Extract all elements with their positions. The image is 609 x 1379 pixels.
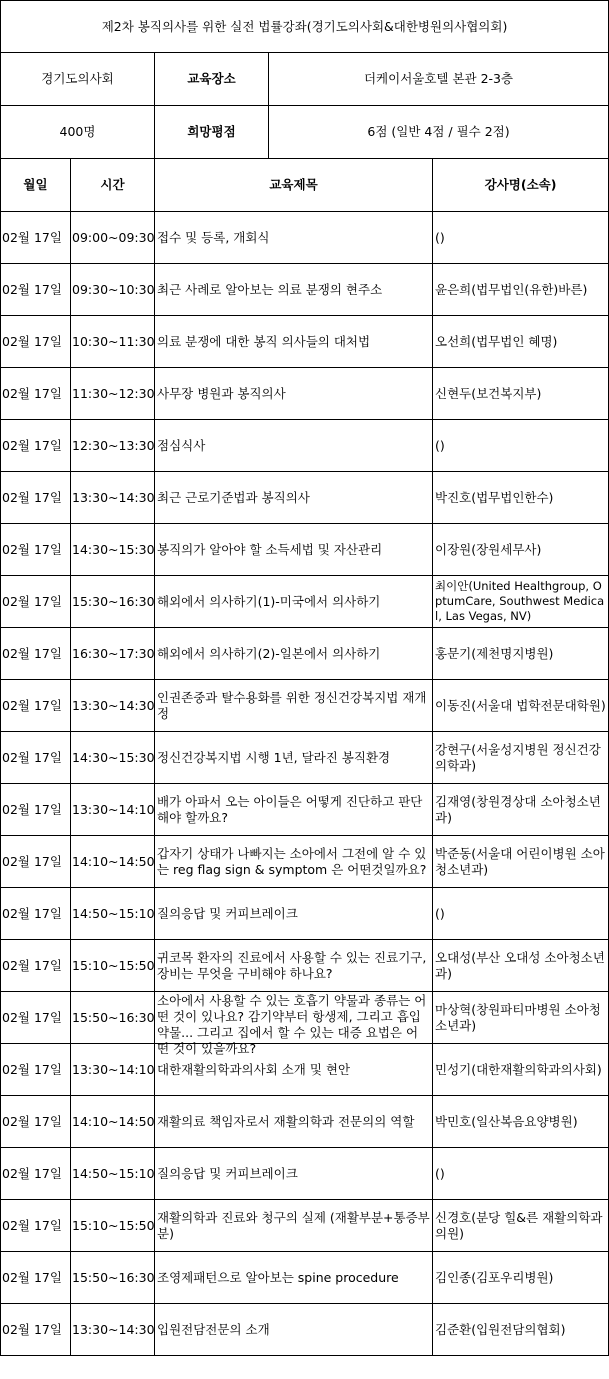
time-cell: 15:30~16:30 [71,576,155,628]
time-cell: 14:10~14:50 [71,836,155,888]
topic-cell: 봉직의가 알아야 할 소득세법 및 자산관리 [155,524,433,576]
speaker-cell: 마상혁(창원파티마병원 소아청소년과) [433,992,609,1044]
table-row [1,1304,609,1356]
topic-cell: 배가 아파서 오는 아이들은 어떻게 진단하고 판단해야 할까요? [155,784,433,836]
table-row [1,628,609,680]
date-cell: 02월 17일 [1,680,71,732]
venue-value: 더케이서울호텔 본관 2-3층 [269,53,609,106]
date-cell: 02월 17일 [1,732,71,784]
time-cell: 15:50~16:30 [71,1252,155,1304]
header-topic: 교육제목 [155,159,433,212]
topic-cell: 인권존중과 탈수용화를 위한 정신건강복지법 재개정 [155,680,433,732]
date-cell: 02월 17일 [1,420,71,472]
topic-cell: 최근 근로기준법과 봉직의사 [155,472,433,524]
speaker-cell: 김재영(창원경상대 소아청소년과) [433,784,609,836]
speaker-cell: 박준동(서울대 어린이병원 소아청소년과) [433,836,609,888]
date-cell: 02월 17일 [1,1044,71,1096]
topic-cell: 해외에서 의사하기(1)-미국에서 의사하기 [155,576,433,628]
table-row [1,576,609,628]
points-label: 희망평점 [155,106,269,159]
time-cell: 11:30~12:30 [71,368,155,420]
table-row [1,264,609,316]
time-cell: 14:10~14:50 [71,1096,155,1148]
speaker-cell: 신현두(보건복지부) [433,368,609,420]
date-cell: 02월 17일 [1,992,71,1044]
venue-label: 교육장소 [155,53,269,106]
topic-cell: 점심식사 [155,420,433,472]
speaker-cell: () [433,1148,609,1200]
date-cell: 02월 17일 [1,472,71,524]
time-cell: 14:30~15:30 [71,732,155,784]
table-row [1,316,609,368]
speaker-cell: 강현구(서울성지병원 정신건강의학과) [433,732,609,784]
table-row [1,784,609,836]
table-row [1,1148,609,1200]
header-speaker: 강사명(소속) [433,159,609,212]
speaker-cell: 홍문기(제천명지병원) [433,628,609,680]
header-date: 월일 [1,159,71,212]
title-row [1,1,609,53]
date-cell: 02월 17일 [1,940,71,992]
time-cell: 14:30~15:30 [71,524,155,576]
speaker-cell: () [433,212,609,264]
table-row [1,1096,609,1148]
date-cell: 02월 17일 [1,1252,71,1304]
speaker-cell: 오대성(부산 오대성 소아청소년과) [433,940,609,992]
topic-cell: 귀코목 환자의 진료에서 사용할 수 있는 진료기구, 장비는 무엇을 구비해야 하나요? [155,940,433,992]
date-cell: 02월 17일 [1,1148,71,1200]
time-cell: 14:50~15:10 [71,1148,155,1200]
date-cell: 02월 17일 [1,1304,71,1356]
time-cell: 13:30~14:10 [71,1044,155,1096]
speaker-cell: 박민호(일산복음요양병원) [433,1096,609,1148]
date-cell: 02월 17일 [1,836,71,888]
topic-cell: 최근 사례로 알아보는 의료 분쟁의 현주소 [155,264,433,316]
date-cell: 02월 17일 [1,524,71,576]
topic-cell: 해외에서 의사하기(2)-일본에서 의사하기 [155,628,433,680]
table-row [1,1252,609,1304]
date-cell: 02월 17일 [1,576,71,628]
topic-cell: 재활의료 책임자로서 재활의학과 전문의의 역할 [155,1096,433,1148]
topic-cell: 사무장 병원과 봉직의사 [155,368,433,420]
table-row [1,732,609,784]
table-row [1,524,609,576]
points-value: 6점 (일반 4점 / 필수 2점) [269,106,609,159]
speaker-cell: 이동진(서울대 법학전문대학원) [433,680,609,732]
info-row-venue [1,53,609,106]
speaker-cell: 박진호(법무법인한수) [433,472,609,524]
topic-cell: 대한재활의학과의사회 소개 및 현안 [155,1044,433,1096]
date-cell: 02월 17일 [1,1200,71,1252]
topic-cell: 정신건강복지법 시행 1년, 달라진 봉직환경 [155,732,433,784]
table-row [1,420,609,472]
info-row-points [1,106,609,159]
date-cell: 02월 17일 [1,316,71,368]
speaker-cell: 최이안(United Healthgroup, OptumCare, Southwest Medical, Las Vegas, NV) [433,576,609,628]
date-cell: 02월 17일 [1,628,71,680]
table-row [1,940,609,992]
organizer-cell: 경기도의사회 [1,53,155,106]
table-row [1,1044,609,1096]
topic-cell: 소아에서 사용할 수 있는 호흡기 약물과 종류는 어떤 것이 있나요? 감기약부터 항생제, 그리고 흡입약물... 그리고 집에서 할 수 있는 대증 요법은 어떤 것이 있을까요? [155,992,433,1044]
speaker-cell: 김인종(김포우리병원) [433,1252,609,1304]
document-title: 제2차 봉직의사를 위한 실전 법률강좌(경기도의사회&대한병원의사협의회) [1,1,609,53]
time-cell: 12:30~13:30 [71,420,155,472]
date-cell: 02월 17일 [1,1096,71,1148]
topic-cell: 재활의학과 진료와 청구의 실제 (재활부분+통증부분) [155,1200,433,1252]
topic-cell: 질의응답 및 커피브레이크 [155,1148,433,1200]
speaker-cell: 오선희(법무법인 혜명) [433,316,609,368]
time-cell: 14:50~15:10 [71,888,155,940]
time-cell: 13:30~14:10 [71,784,155,836]
table-row [1,680,609,732]
table-row [1,212,609,264]
topic-cell: 의료 분쟁에 대한 봉직 의사들의 대처법 [155,316,433,368]
speaker-cell: 이장원(장원세무사) [433,524,609,576]
date-cell: 02월 17일 [1,888,71,940]
table-row [1,992,609,1044]
date-cell: 02월 17일 [1,368,71,420]
topic-cell: 조영제패턴으로 알아보는 spine procedure [155,1252,433,1304]
speaker-cell: () [433,888,609,940]
topic-cell: 접수 및 등록, 개회식 [155,212,433,264]
table-row [1,836,609,888]
time-cell: 13:30~14:30 [71,1304,155,1356]
date-cell: 02월 17일 [1,784,71,836]
capacity-cell: 400명 [1,106,155,159]
topic-cell: 갑자기 상태가 나빠지는 소아에서 그전에 알 수 있는 reg flag sign & symptom 은 어떤것일까요? [155,836,433,888]
time-cell: 15:10~15:50 [71,940,155,992]
header-row [1,159,609,212]
speaker-cell: 김준환(입원전담의협회) [433,1304,609,1356]
table-row [1,888,609,940]
speaker-cell: 신경호(분당 힐&른 재활의학과의원) [433,1200,609,1252]
speaker-cell: () [433,420,609,472]
header-time: 시간 [71,159,155,212]
time-cell: 15:50~16:30 [71,992,155,1044]
time-cell: 15:10~15:50 [71,1200,155,1252]
time-cell: 09:30~10:30 [71,264,155,316]
topic-cell: 입원전담전문의 소개 [155,1304,433,1356]
time-cell: 13:30~14:30 [71,680,155,732]
date-cell: 02월 17일 [1,212,71,264]
topic-cell: 질의응답 및 커피브레이크 [155,888,433,940]
time-cell: 10:30~11:30 [71,316,155,368]
date-cell: 02월 17일 [1,264,71,316]
time-cell: 16:30~17:30 [71,628,155,680]
table-row [1,1200,609,1252]
table-row [1,472,609,524]
speaker-cell: 윤은희(법무법인(유한)바른) [433,264,609,316]
time-cell: 09:00~09:30 [71,212,155,264]
table-row [1,368,609,420]
speaker-cell: 민성기(대한재활의학과의사회) [433,1044,609,1096]
time-cell: 13:30~14:30 [71,472,155,524]
